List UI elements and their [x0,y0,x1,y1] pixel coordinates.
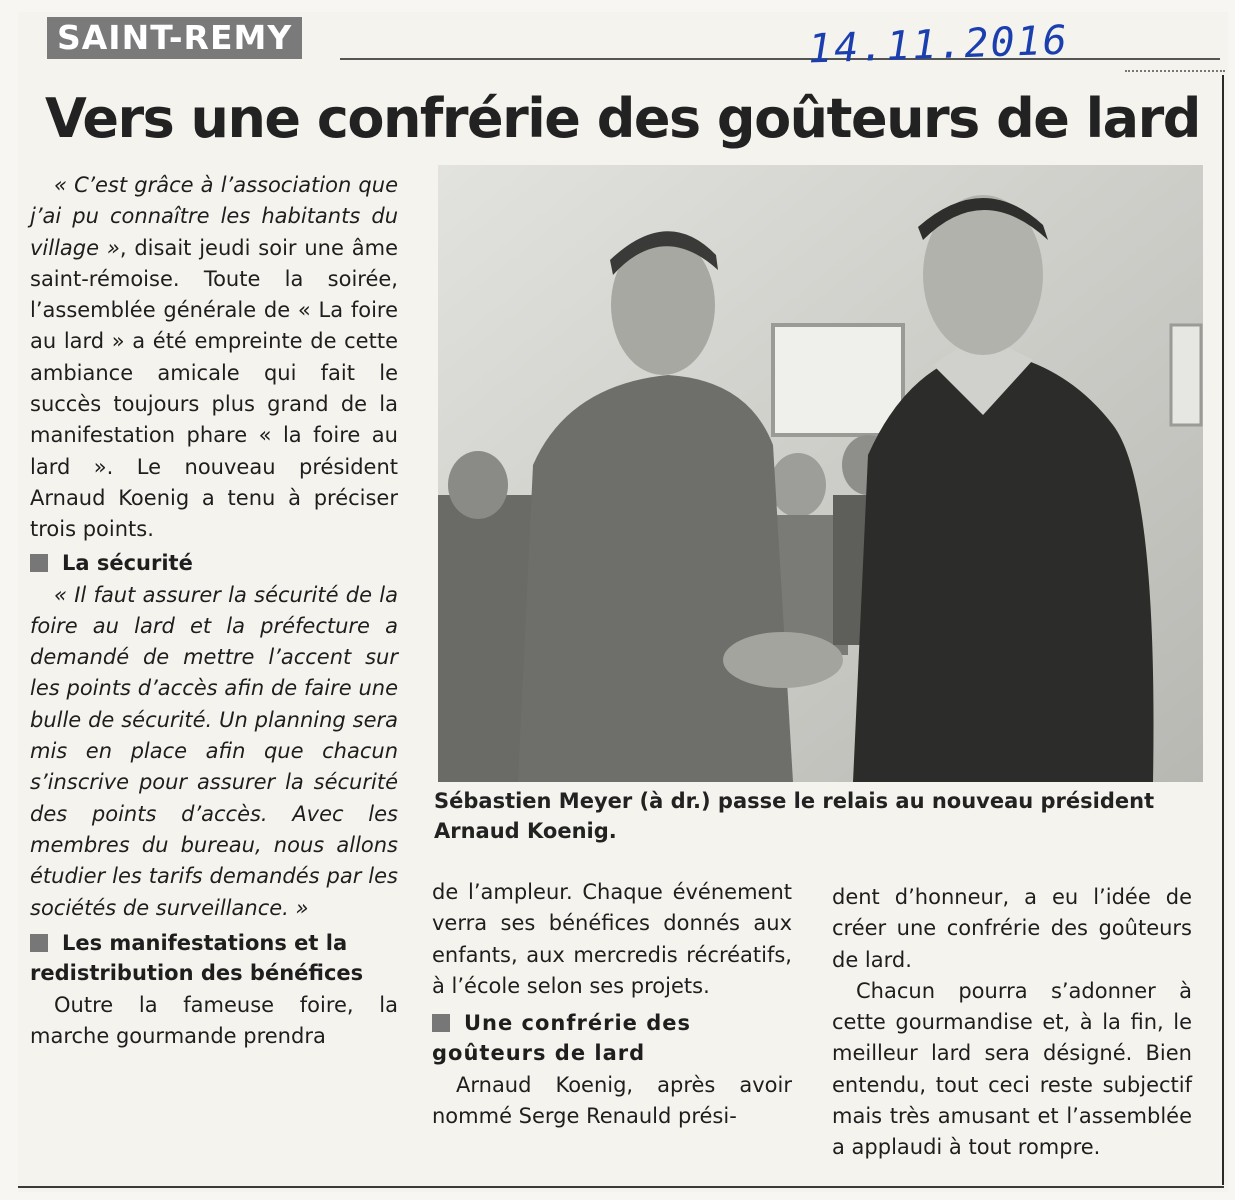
header-rule [340,58,1220,60]
photo-caption: Sébastien Meyer (à dr.) passe le relais au nouveau président Arnaud Koenig. [434,789,1155,843]
subheading-text: Une confrérie des goûteurs de lard [432,1011,691,1066]
subheading-securite [30,548,398,578]
intro-paragraph [30,170,398,546]
article-photo [438,165,1203,782]
paragraph-ampleur: de l’ampleur. Chaque événement verra ses bénéfices donnés aux enfants, aux mercredis récréatifs, à l’école selon ses projets. [432,880,792,998]
section-label: SAINT-REMY [47,17,302,59]
article-column-3 [832,882,1192,1164]
dotted-rule [1125,70,1225,72]
subheading-text: La sécurité [62,550,193,575]
square-bullet-icon [30,934,48,952]
square-bullet-icon [30,554,48,572]
intro-quote: « C’est grâce à l’association que j’ai pu connaître les habitants du village » [30,173,398,260]
paragraph-honneur: dent d’honneur, a eu l’idée de créer une confrérie des goûteurs de lard. [832,885,1192,972]
subheading-confrerie [432,1008,792,1068]
paragraph-arnaud: Arnaud Koenig, après avoir nommé Serge Renauld prési- [432,1073,792,1129]
article-column-2 [432,877,792,1133]
bottom-rule [18,1186,1224,1188]
handwritten-date: 14.11.2016 [807,17,1070,73]
paragraph-outre: Outre la fameuse foire, la marche gourmande prendra [30,992,398,1049]
intro-text: , disait jeudi soir une âme saint-rémoise. Toute la soirée, l’assemblée générale de « La foire au lard » a été empreinte de cette ambiance amicale qui fait le succès toujours plus grand de la manifestation phare « la foire au lard ». Le nouveau président Arnaud Koenig a tenu à préciser trois points. [30,235,398,542]
column-rule [1222,75,1224,1185]
paragraph-chacun: Chacun pourra s’adonner à cette gourmandise et, à la fin, le meilleur lard sera désigné. Bien entendu, tout ceci reste subjectif mais très amusant et l’assemblée a applaudi à tout rompre. [832,978,1192,1160]
article-column-1 [30,170,398,1052]
square-bullet-icon [432,1014,450,1032]
security-quote: « Il faut assurer la sécurité de la foire au lard et la préfecture a demandé de mettre l’accent sur les points d’accès afin de faire une bulle de sécurité. Un planning sera mis en place afin que chacun s’inscrive pour assurer la sécurité des points d’accès. Avec les membres du bureau, nous allons étudier les tarifs demandés par les sociétés de surveillance. » [30,582,398,920]
subheading-manifestations [30,928,398,988]
handshake-photo [438,165,1203,782]
headline: Vers une confrérie des goûteurs de lard [45,87,1200,150]
subheading-text: Les manifestations et la redistribution des bénéfices [30,930,364,985]
